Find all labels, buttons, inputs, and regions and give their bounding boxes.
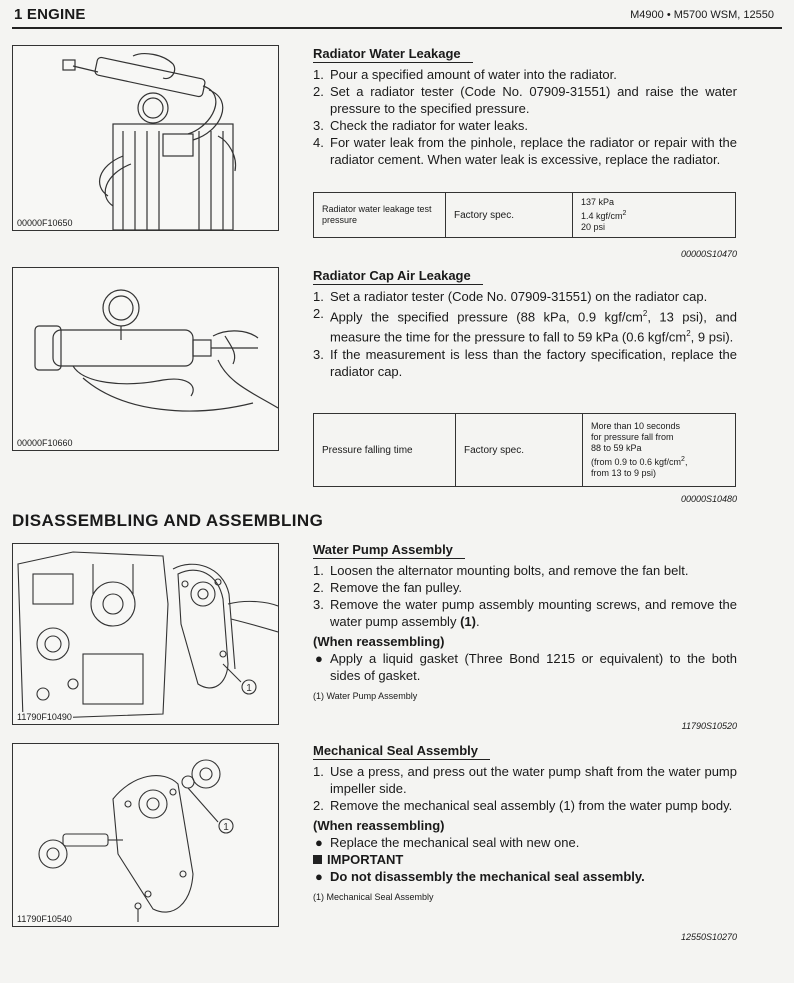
engine-front-water-pump-icon [13, 544, 278, 724]
step-list [313, 288, 737, 380]
spec-value: 137 kPa 1.4 kgf/$cm^2$ 20 psi [573, 193, 736, 238]
callout-number: 1 [246, 683, 252, 694]
section-title: 1 ENGINE [14, 6, 86, 23]
spec-table [313, 413, 736, 487]
figure-mechanical-seal-assembly [12, 743, 279, 927]
reference-code: 00000S10480 [680, 494, 737, 504]
important-heading: IMPORTANT [313, 851, 737, 868]
spec-item: Radiator water leakage test pressure [314, 193, 446, 238]
figure-radiator-cap-tester [12, 267, 279, 451]
radiator-tester-on-radiator-icon [13, 46, 278, 230]
bullet-item: ● Replace the mechanical seal with new one. [315, 835, 580, 850]
figure-code: 00000F10650 [17, 218, 73, 228]
reference-code: 00000S10470 [680, 249, 737, 259]
step-item: 2. Remove the fan pulley. [313, 580, 462, 595]
step-item: 1. Use a press, and press out the water pump shaft from the water pump impeller side. [313, 764, 737, 796]
model-reference: M4900 • M5700 WSM, 12550 [630, 9, 774, 21]
step-item: 4. For water leak from the pinhole, replace the radiator or repair with the radiator cement. When water leak is excessive, replace the radiator. [313, 135, 737, 167]
main-heading: DISASSEMBLING AND ASSEMBLING [12, 511, 324, 530]
reference-code: 11790S10520 [681, 721, 737, 731]
figure-code: 11790F10490 [17, 712, 72, 722]
figure-water-pump-assembly [12, 543, 279, 725]
step-item: 1. Pour a specified amount of water into the radiator. [313, 67, 617, 82]
legend-note: (1) Mechanical Seal Assembly [313, 892, 434, 902]
header-rule [12, 27, 782, 29]
section-heading: Water Pump Assembly [313, 542, 465, 559]
step-item: 3. If the measurement is less than the factory specification, replace the radiator cap. [313, 346, 737, 379]
step-list [313, 562, 737, 630]
figure-code: 11790F10540 [17, 914, 72, 924]
section-radiator-cap-air-leakage [313, 267, 737, 380]
important-list [313, 868, 737, 885]
step-item: 1. Loosen the alternator mounting bolts, and remove the fan belt. [313, 563, 689, 578]
step-item: 1. Set a radiator tester (Code No. 07909-31551) on the radiator cap. [313, 289, 708, 304]
figure-code: 00000F10660 [17, 438, 73, 448]
step-item: 2. Set a radiator tester (Code No. 07909-31551) and raise the water pressure to the specified pressure. [313, 84, 737, 116]
step-item: 2. Apply the specified pressure (88 kPa, 0.9 kgf/$cm^2$, 13 psi), and measure the time for the pressure to fall to 59 kPa (0.6 kgf/$cm^2$, 9 psi). [313, 306, 738, 345]
callout-number: 1 [223, 822, 229, 833]
spec-item: Pressure falling time [314, 414, 456, 487]
bullet-item: ● Apply a liquid gasket (Three Bond 1215 or equivalent) to the both sides of gasket. [315, 651, 737, 683]
section-heading: Mechanical Seal Assembly [313, 743, 490, 760]
step-item: 3. Remove the water pump assembly mounting screws, and remove the water pump assembly (1). [313, 597, 737, 629]
section-water-pump-assembly [313, 541, 737, 705]
important-item: ● Do not disassembly the mechanical seal assembly. [315, 869, 645, 884]
spec-label: Factory spec. [446, 193, 573, 238]
important-square-icon [313, 855, 322, 864]
legend-note: (1) Water Pump Assembly [313, 691, 418, 701]
spec-label: Factory spec. [456, 414, 583, 487]
reference-code: 12550S10270 [680, 932, 737, 942]
figure-radiator-tester [12, 45, 279, 231]
when-reassembling-label: (When reassembling) [313, 634, 445, 649]
section-radiator-water-leakage [313, 45, 737, 168]
step-item: 2. Remove the mechanical seal assembly (1) from the water pump body. [313, 798, 733, 813]
bullet-list [313, 650, 737, 684]
spec-table [313, 192, 736, 238]
bullet-list [313, 834, 737, 851]
radiator-cap-tester-icon [13, 268, 278, 450]
section-mechanical-seal-assembly [313, 742, 737, 906]
step-list [313, 66, 737, 168]
water-pump-exploded-icon [13, 744, 278, 926]
when-reassembling-label: (When reassembling) [313, 818, 445, 833]
step-list [313, 763, 737, 814]
section-heading: Radiator Water Leakage [313, 46, 473, 63]
step-item: 3. Check the radiator for water leaks. [313, 118, 528, 133]
section-heading: Radiator Cap Air Leakage [313, 268, 483, 285]
spec-value: More than 10 seconds for pressure fall from 88 to 59 kPa (from 0.9 to 0.6 kgf/$cm^2$, from 13 to 9 psi) [583, 414, 736, 487]
